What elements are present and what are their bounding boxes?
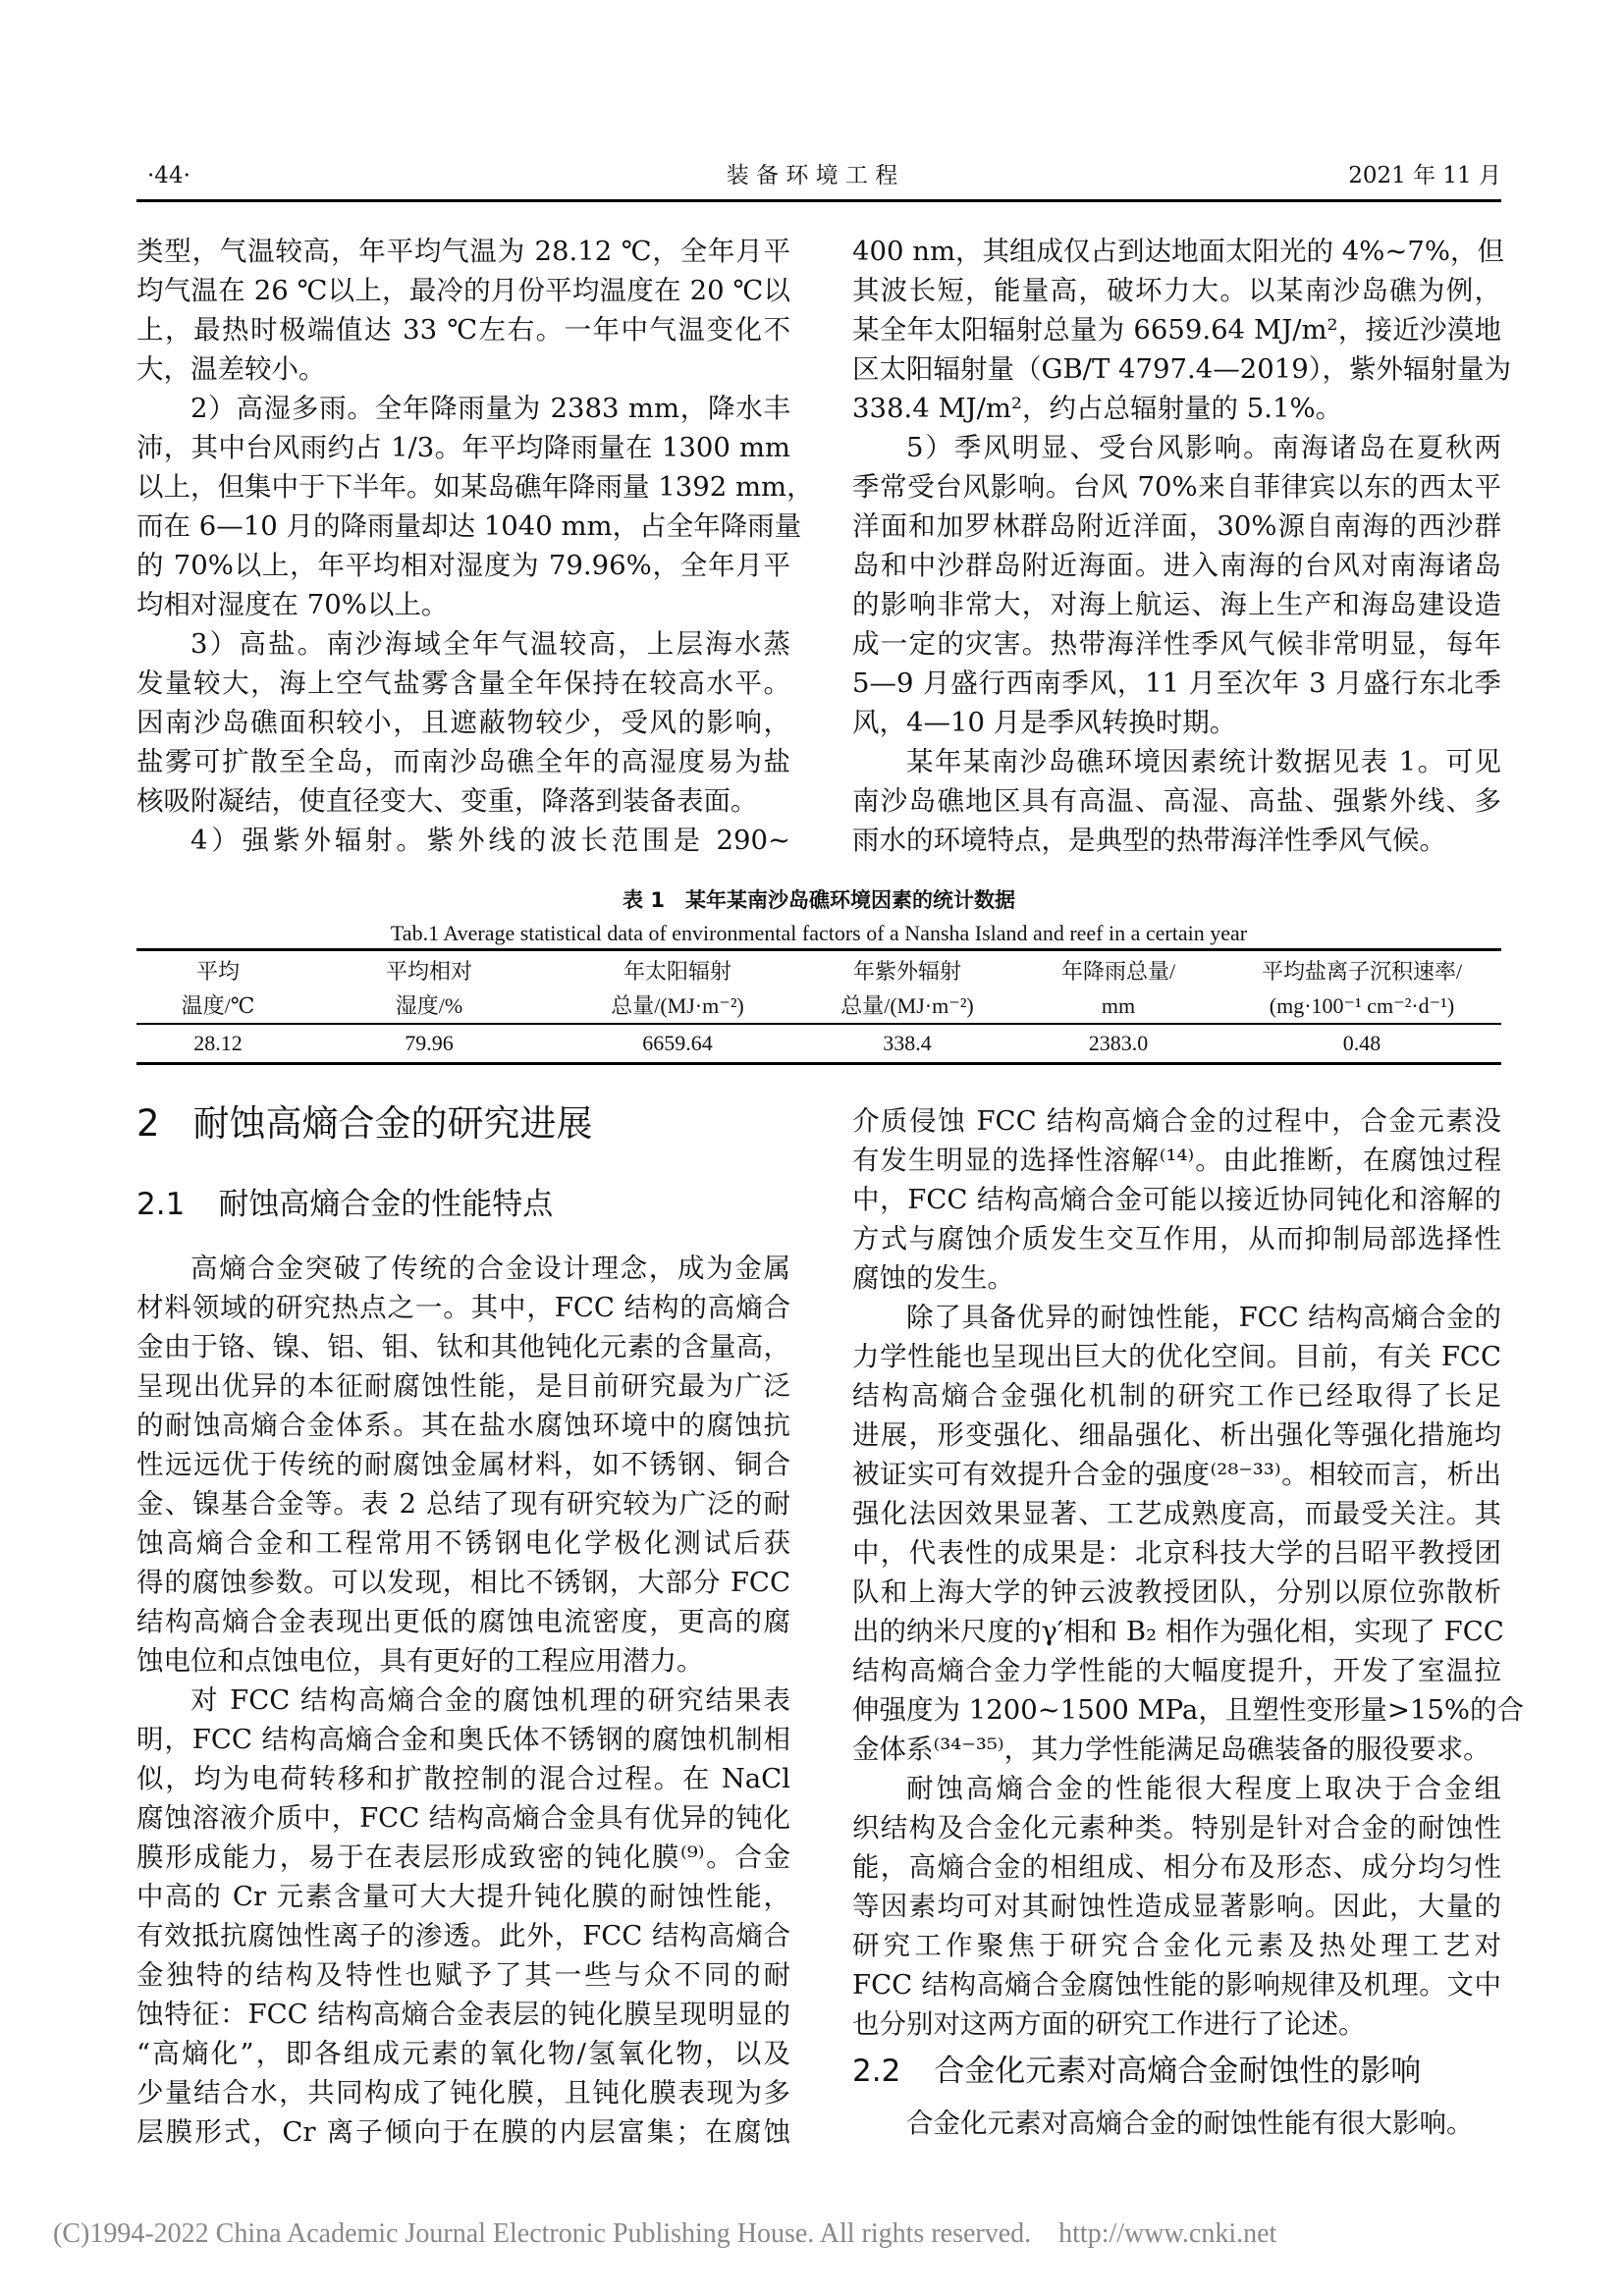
text-line: 膜形成能力，易于在表层形成致密的钝化膜⁽⁹⁾。合金 bbox=[136, 1842, 790, 1873]
text-line: 除了具备优异的耐蚀性能，FCC 结构高熵合金的 bbox=[906, 1302, 1501, 1333]
text-line: 因南沙岛礁面积较小，且遮蔽物较少，受风的影响， bbox=[136, 707, 790, 738]
table-header-cell: 总量/(MJ·m⁻²) bbox=[840, 993, 974, 1018]
text-line: 雨水的环境特点，是典型的热带海洋性季风气候。 bbox=[852, 825, 1446, 856]
text-line: 南沙岛礁地区具有高温、高湿、高盐、强紫外线、多 bbox=[852, 785, 1501, 817]
text-line: 蚀电位和点蚀电位，具有更好的工程应用潜力。 bbox=[136, 1645, 704, 1677]
text-line: 中高的 Cr 元素含量可大大提升钝化膜的耐蚀性能， bbox=[136, 1881, 790, 1912]
text-line: 发量较大，海上空气盐雾含量全年保持在较高水平。 bbox=[136, 667, 790, 699]
section-number: 2.2 bbox=[852, 2054, 901, 2089]
text-line: 结构高熵合金表现出更低的腐蚀电流密度，更高的腐 bbox=[136, 1606, 790, 1637]
text-line: 呈现出优异的本征耐腐蚀性能，是目前研究最为广泛 bbox=[136, 1370, 790, 1402]
table-header-cell: 平均相对 bbox=[385, 959, 472, 984]
text-line: 5—9 月盛行西南季风，11 月至次年 3 月盛行东北季 bbox=[852, 667, 1501, 699]
table-header-cell: 年紫外辐射 bbox=[852, 959, 961, 984]
text-line: 进展，形变强化、细晶强化、析出强化等强化措施均 bbox=[852, 1419, 1501, 1451]
table-top-rule bbox=[136, 948, 1501, 951]
text-line: 400 nm，其组成仅占到达地面太阳光的 4%~7%，但 bbox=[852, 236, 1505, 267]
table-header-cell: 湿度/% bbox=[395, 993, 463, 1018]
section-title: 合金化元素对高熵合金耐蚀性的影响 bbox=[934, 2054, 1422, 2089]
table-cell: 2383.0 bbox=[1088, 1031, 1149, 1055]
text-line: 季常受台风影响。台风 70%来自菲律宾以东的西太平 bbox=[852, 471, 1501, 503]
text-line: 金独特的结构及特性也赋予了其一些与众不同的耐 bbox=[136, 1959, 790, 1991]
table-header-cell: 平均 bbox=[195, 959, 240, 984]
text-line: 织结构及合金化元素种类。特别是针对合金的耐蚀性 bbox=[852, 1812, 1501, 1843]
text-line: 似，均为电荷转移和扩散控制的混合过程。在 NaCl bbox=[136, 1763, 790, 1794]
bottom-right-column-2 bbox=[852, 2104, 1501, 2143]
text-line: 介质侵蚀 FCC 结构高熵合金的过程中，合金元素没 bbox=[852, 1105, 1501, 1137]
text-line: 而在 6—10 月的降雨量却达 1040 mm，占全年降雨量 bbox=[136, 510, 802, 542]
text-line: 研究工作聚焦于研究合金化元素及热处理工艺对 bbox=[852, 1930, 1501, 1961]
text-line: 其波长短，能量高，破坏力大。以某南沙岛礁为例， bbox=[852, 275, 1501, 306]
text-line: 明，FCC 结构高熵合金和奥氏体不锈钢的腐蚀机制相 bbox=[136, 1724, 790, 1755]
text-line: 2）高湿多雨。全年降雨量为 2383 mm，降水丰 bbox=[190, 393, 790, 424]
text-line: 蚀特征：FCC 结构高熵合金表层的钝化膜呈现明显的 bbox=[136, 1999, 790, 2030]
section-2-1-heading bbox=[136, 1183, 553, 1226]
table-header-cell: 温度/℃ bbox=[181, 993, 255, 1018]
table-cell: 338.4 bbox=[883, 1031, 932, 1055]
paragraph bbox=[852, 2104, 1501, 2143]
text-line: 被证实可有效提升合金的强度⁽²⁸⁻³³⁾。相较而言，析出 bbox=[852, 1459, 1501, 1490]
paragraph bbox=[136, 821, 790, 860]
text-line: 得的腐蚀参数。可以发现，相比不锈钢，大部分 FCC bbox=[136, 1567, 790, 1598]
text-line: 出的纳米尺度的γ′相和 B₂ 相作为强化相，实现了 FCC bbox=[852, 1616, 1504, 1647]
paragraph bbox=[852, 1298, 1524, 1769]
text-line: 上，最热时极端值达 33 ℃左右。一年中气温变化不 bbox=[136, 314, 790, 346]
text-line: 的耐蚀高熵合金体系。其在盐水腐蚀环境中的腐蚀抗 bbox=[136, 1410, 790, 1441]
text-line: 有效抵抗腐蚀性离子的渗透。此外，FCC 结构高熵合 bbox=[136, 1920, 790, 1951]
journal-title: 装 备 环 境 工 程 bbox=[726, 163, 898, 188]
text-line: 有发生明显的选择性溶解⁽¹⁴⁾。由此推断，在腐蚀过程 bbox=[852, 1145, 1501, 1176]
text-line: 中，代表性的成果是：北京科技大学的吕昭平教授团 bbox=[852, 1537, 1501, 1569]
text-line: 某全年太阳辐射总量为 6659.64 MJ/m²，接近沙漠地 bbox=[852, 314, 1501, 346]
page-number: ·44· bbox=[147, 163, 190, 188]
text-line: 区太阳辐射量（GB/T 4797.4—2019），紫外辐射量为 bbox=[852, 353, 1511, 385]
text-line: 强化法因效果显著、工艺成熟度高，而最受关注。其 bbox=[852, 1498, 1501, 1529]
top-right-column bbox=[852, 232, 1511, 860]
header-rule bbox=[136, 199, 1501, 202]
table-bottom-rule bbox=[136, 1062, 1501, 1065]
table-header-cell: mm bbox=[1101, 993, 1136, 1018]
text-line: 类型，气温较高，年平均气温为 28.12 ℃，全年月平 bbox=[136, 236, 790, 267]
text-line: 腐蚀溶液介质中，FCC 结构高熵合金具有优异的钝化 bbox=[136, 1802, 790, 1834]
text-line: 也分别对这两方面的研究工作进行了论述。 bbox=[852, 2008, 1366, 2040]
table-caption-en: Tab.1 Average statistical data of environmental factors of a Nansha Island and reef in a certain year bbox=[390, 921, 1248, 945]
copyright-footer: (C)1994-2022 China Academic Journal Electronic Publishing House. All rights reserved. http://www.cnki.net bbox=[53, 2218, 1277, 2249]
text-line: 成一定的灾害。热带海洋性季风气候非常明显，每年 bbox=[852, 628, 1501, 660]
text-line: 的 70%以上，年平均相对湿度为 79.96%，全年月平 bbox=[136, 550, 790, 581]
paragraph bbox=[136, 1249, 790, 1681]
text-line: 盐雾可扩散至全岛，而南沙岛礁全年的高湿度易为盐 bbox=[136, 746, 790, 777]
table-cell: 0.48 bbox=[1342, 1031, 1381, 1055]
text-line: 性远远优于传统的耐腐蚀金属材料，如不锈钢、铜合 bbox=[136, 1449, 790, 1480]
section-2-heading bbox=[136, 1099, 593, 1148]
text-line: 金体系⁽³⁴⁻³⁵⁾，其力学性能满足岛礁装备的服役要求。 bbox=[852, 1734, 1490, 1765]
paragraph bbox=[136, 1681, 790, 2152]
text-line: 等因素均可对其耐蚀性造成显著影响。因此，大量的 bbox=[852, 1891, 1501, 1922]
text-line: 洋面和加罗林群岛附近洋面，30%源自南海的西沙群 bbox=[852, 510, 1501, 542]
text-line: 队和上海大学的钟云波教授团队，分别以原位弥散析 bbox=[852, 1576, 1501, 1608]
text-line: 方式与腐蚀介质发生交互作用，从而抑制局部选择性 bbox=[852, 1223, 1501, 1255]
table-header-cell: 总量/(MJ·m⁻²) bbox=[611, 993, 744, 1018]
text-line: 材料领域的研究热点之一。其中，FCC 结构的高熵合 bbox=[136, 1292, 790, 1323]
text-line: 耐蚀高熵合金的性能很大程度上取决于合金组 bbox=[906, 1773, 1501, 1804]
text-line: 力学性能也呈现出巨大的优化空间。目前，有关 FCC bbox=[852, 1341, 1501, 1372]
paragraph bbox=[852, 232, 1511, 428]
text-line: 合金化元素对高熵合金的耐蚀性能有很大影响。 bbox=[906, 2108, 1474, 2139]
text-line: FCC 结构高熵合金腐蚀性能的影响规律及机理。文中 bbox=[852, 1969, 1501, 2001]
text-line: 层膜形式，Cr 离子倾向于在膜的内层富集；在腐蚀 bbox=[136, 2116, 790, 2148]
text-line: 岛和中沙群岛附近海面。进入南海的台风对南海诸岛 bbox=[852, 550, 1501, 581]
text-line: 大，温差较小。 bbox=[136, 353, 326, 385]
section-title: 耐蚀高熵合金的性能特点 bbox=[218, 1187, 554, 1222]
section-number: 2.1 bbox=[136, 1187, 186, 1222]
text-line: 风，4—10 月是季风转换时期。 bbox=[852, 707, 1237, 738]
text-line: 对 FCC 结构高熵合金的腐蚀机理的研究结果表 bbox=[190, 1684, 790, 1716]
bottom-left-column bbox=[136, 1249, 790, 2152]
text-line: 伸强度为 1200~1500 MPa，且塑性变形量>15%的合 bbox=[852, 1694, 1524, 1726]
bottom-right-column bbox=[852, 1101, 1524, 2044]
paragraph bbox=[136, 624, 790, 821]
table-cell: 79.96 bbox=[405, 1031, 454, 1055]
text-line: 5）季风明显、受台风影响。南海诸岛在夏秋两 bbox=[906, 432, 1501, 463]
issue-date: 2021 年 11 月 bbox=[1348, 163, 1501, 188]
text-line: 均相对湿度在 70%以上。 bbox=[136, 589, 449, 620]
text-line: 某年某南沙岛礁环境因素统计数据见表 1。可见 bbox=[906, 746, 1501, 777]
table-header-cell: 年太阳辐射 bbox=[623, 959, 731, 984]
text-line: 结构高熵合金力学性能的大幅度提升，开发了室温拉 bbox=[852, 1655, 1501, 1686]
text-line: 少量结合水，共同构成了钝化膜，且钝化膜表现为多 bbox=[136, 2077, 790, 2109]
text-line: 金由于铬、镍、铝、钼、钛和其他钝化元素的含量高， bbox=[136, 1331, 790, 1362]
top-left-column bbox=[136, 232, 814, 860]
text-line: “高熵化”，即各组成元素的氧化物/氢氧化物，以及 bbox=[136, 2038, 790, 2069]
text-line: 以上，但集中于下半年。如某岛礁年降雨量 1392 mm， bbox=[136, 471, 814, 503]
text-line: 核吸附凝结，使直径变大、变重，降落到装备表面。 bbox=[136, 785, 758, 817]
paragraph bbox=[852, 1769, 1501, 2044]
text-line: 均气温在 26 ℃以上，最冷的月份平均温度在 20 ℃以 bbox=[136, 275, 790, 306]
table-header-cell: 年降雨总量/ bbox=[1060, 959, 1176, 984]
text-line: 4）强紫外辐射。紫外线的波长范围是 290~ bbox=[190, 825, 790, 856]
table-header-cell: 平均盐离子沉积速率/ bbox=[1261, 959, 1463, 984]
text-line: 的影响非常大，对海上航运、海上生产和海岛建设造 bbox=[852, 589, 1501, 620]
paragraph bbox=[852, 742, 1501, 860]
section-title: 耐蚀高熵合金的研究进展 bbox=[192, 1102, 593, 1145]
table-header-cell: (mg·100⁻¹ cm⁻²·d⁻¹) bbox=[1269, 993, 1455, 1018]
text-line: 腐蚀的发生。 bbox=[852, 1262, 1014, 1294]
text-line: 能，高熵合金的相组成、相分布及形态、成分均匀性 bbox=[852, 1851, 1501, 1883]
text-line: 沛，其中台风雨约占 1/3。年平均降雨量在 1300 mm bbox=[136, 432, 790, 463]
text-line: 338.4 MJ/m²，约占总辐射量的 5.1%。 bbox=[852, 393, 1343, 424]
text-line: 金、镍基合金等。表 2 总结了现有研究较为广泛的耐 bbox=[136, 1488, 790, 1520]
table-cell: 6659.64 bbox=[642, 1031, 713, 1055]
text-line: 中，FCC 结构高熵合金可能以接近协同钝化和溶解的 bbox=[852, 1184, 1501, 1215]
text-line: 蚀高熵合金和工程常用不锈钢电化学极化测试后获 bbox=[136, 1527, 790, 1559]
text-line: 3）高盐。南沙海域全年气温较高，上层海水蒸 bbox=[190, 628, 790, 660]
paragraph bbox=[852, 428, 1501, 742]
table-caption-cn: 表 1 某年某南沙岛礁环境因素的统计数据 bbox=[623, 888, 1015, 912]
text-line: 高熵合金突破了传统的合金设计理念，成为金属 bbox=[190, 1253, 790, 1284]
table-cell: 28.12 bbox=[193, 1031, 243, 1055]
text-line: 结构高熵合金强化机制的研究工作已经取得了长足 bbox=[852, 1380, 1501, 1412]
section-2-2-heading bbox=[852, 2050, 1421, 2093]
section-number: 2 bbox=[136, 1102, 160, 1145]
paragraph bbox=[852, 1101, 1501, 1298]
paragraph bbox=[136, 232, 790, 389]
paragraph bbox=[136, 389, 814, 624]
